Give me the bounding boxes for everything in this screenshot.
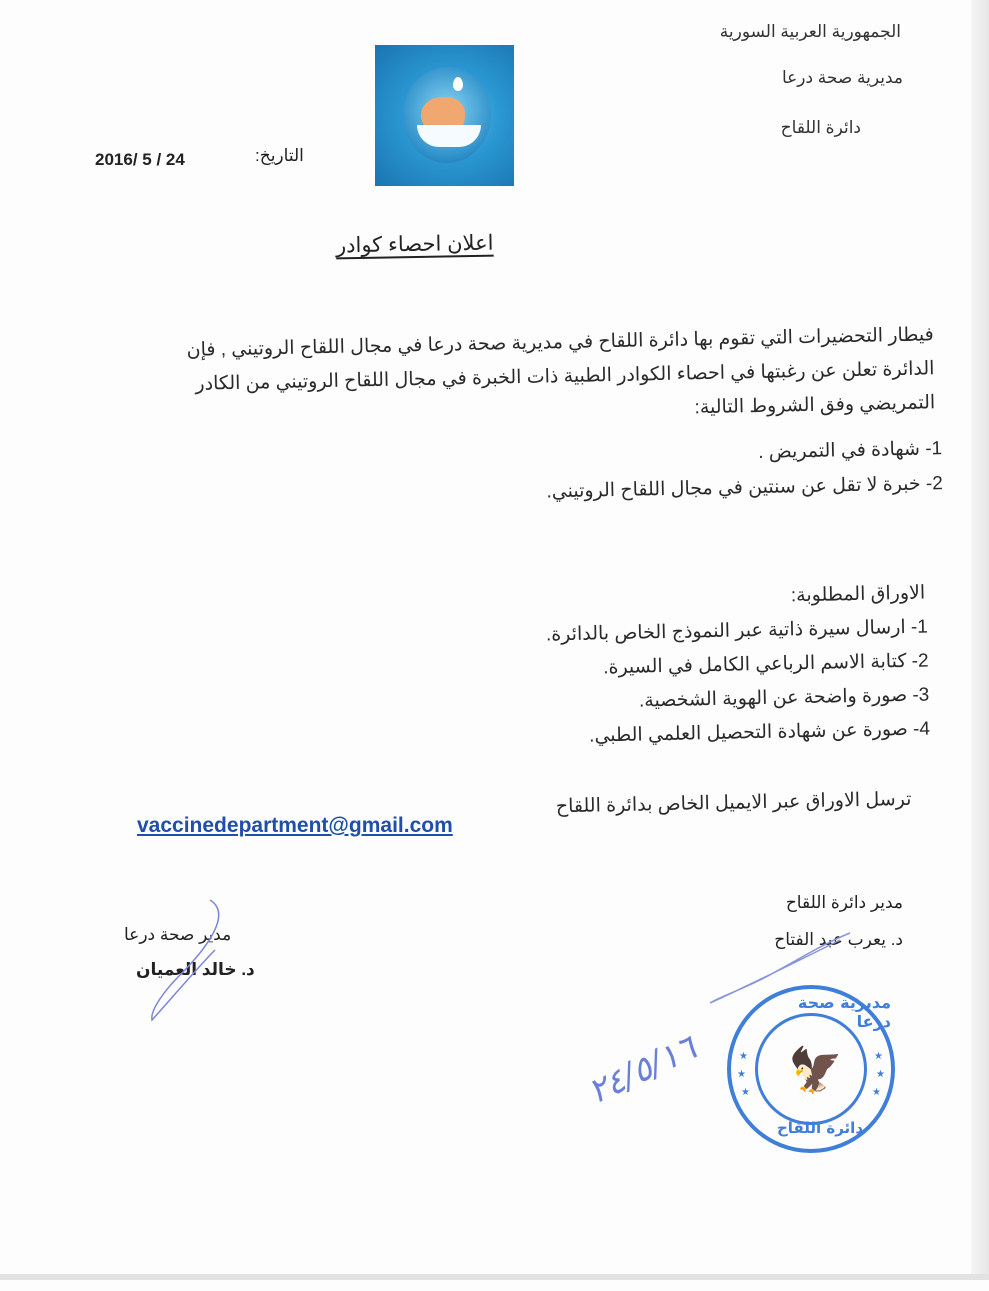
eagle-emblem-icon: 🦅 — [788, 1045, 843, 1096]
send-note: ترسل الاوراق عبر الايميل الخاص بدائرة اللقاح — [555, 788, 912, 818]
official-stamp: مديرية صحة درعا 🦅 ★ ★ ★ ★ ★ ★ دائرة اللقاح — [727, 985, 895, 1153]
email-link[interactable]: vaccinedepartment@gmail.com — [137, 814, 453, 837]
intro-line: التمريضي وفق الشروط التالية: — [694, 392, 936, 419]
signature-right-name: د. يعرب عبد الفتاح — [774, 930, 903, 949]
header-directorate: مديرية صحة درعا — [781, 68, 903, 87]
documents-heading: الاوراق المطلوبة: — [790, 582, 926, 607]
condition-item: 1- شهادة في التمريض . — [757, 438, 943, 464]
condition-item: 2- خبرة لا تقل عن سنتين في مجال اللقاح الروتيني. — [546, 473, 944, 503]
intro-line: الدائرة تعلن عن رغبتها في احصاء الكوادر الطبية ذات الخبرة في مجال اللقاح الروتيني من الكادر — [195, 358, 935, 395]
date-label: التاريخ: — [255, 146, 304, 165]
document-title: اعلان احصاء كوادر — [335, 231, 494, 258]
header-country: الجمهورية العربية السورية — [719, 22, 901, 41]
document-item: 3- صورة واضحة عن الهوية الشخصية. — [638, 684, 930, 712]
date-value: 2016/ 5 / 24 — [95, 150, 185, 169]
document-item: 4- صورة عن شهادة التحصيل العلمي الطبي. — [588, 718, 931, 747]
document-item: 1- ارسال سيرة ذاتية عبر النموذج الخاص بالدائرة. — [545, 616, 929, 646]
stamp-top-text: مديرية صحة درعا — [797, 993, 891, 1031]
stamp-bottom-text: دائرة اللقاح — [777, 1119, 864, 1137]
signature-left-scribble — [140, 895, 240, 1025]
document-item: 2- كتابة الاسم الرباعي الكامل في السيرة. — [603, 650, 929, 679]
intro-line: فيطار التحضيرات التي تقوم بها دائرة اللقاح في مديرية صحة درعا في مجال اللقاح الروتيني , فإن — [186, 324, 934, 361]
signature-left-role: مدير صحة درعا — [124, 925, 232, 944]
signature-left-name: د. خالد العميان — [136, 960, 255, 979]
handwritten-date: ٢٤/٥/١٦ — [581, 1027, 703, 1113]
signature-right-role: مدير دائرة اللقاح — [785, 893, 903, 912]
header-department: دائرة اللقاح — [780, 118, 861, 137]
